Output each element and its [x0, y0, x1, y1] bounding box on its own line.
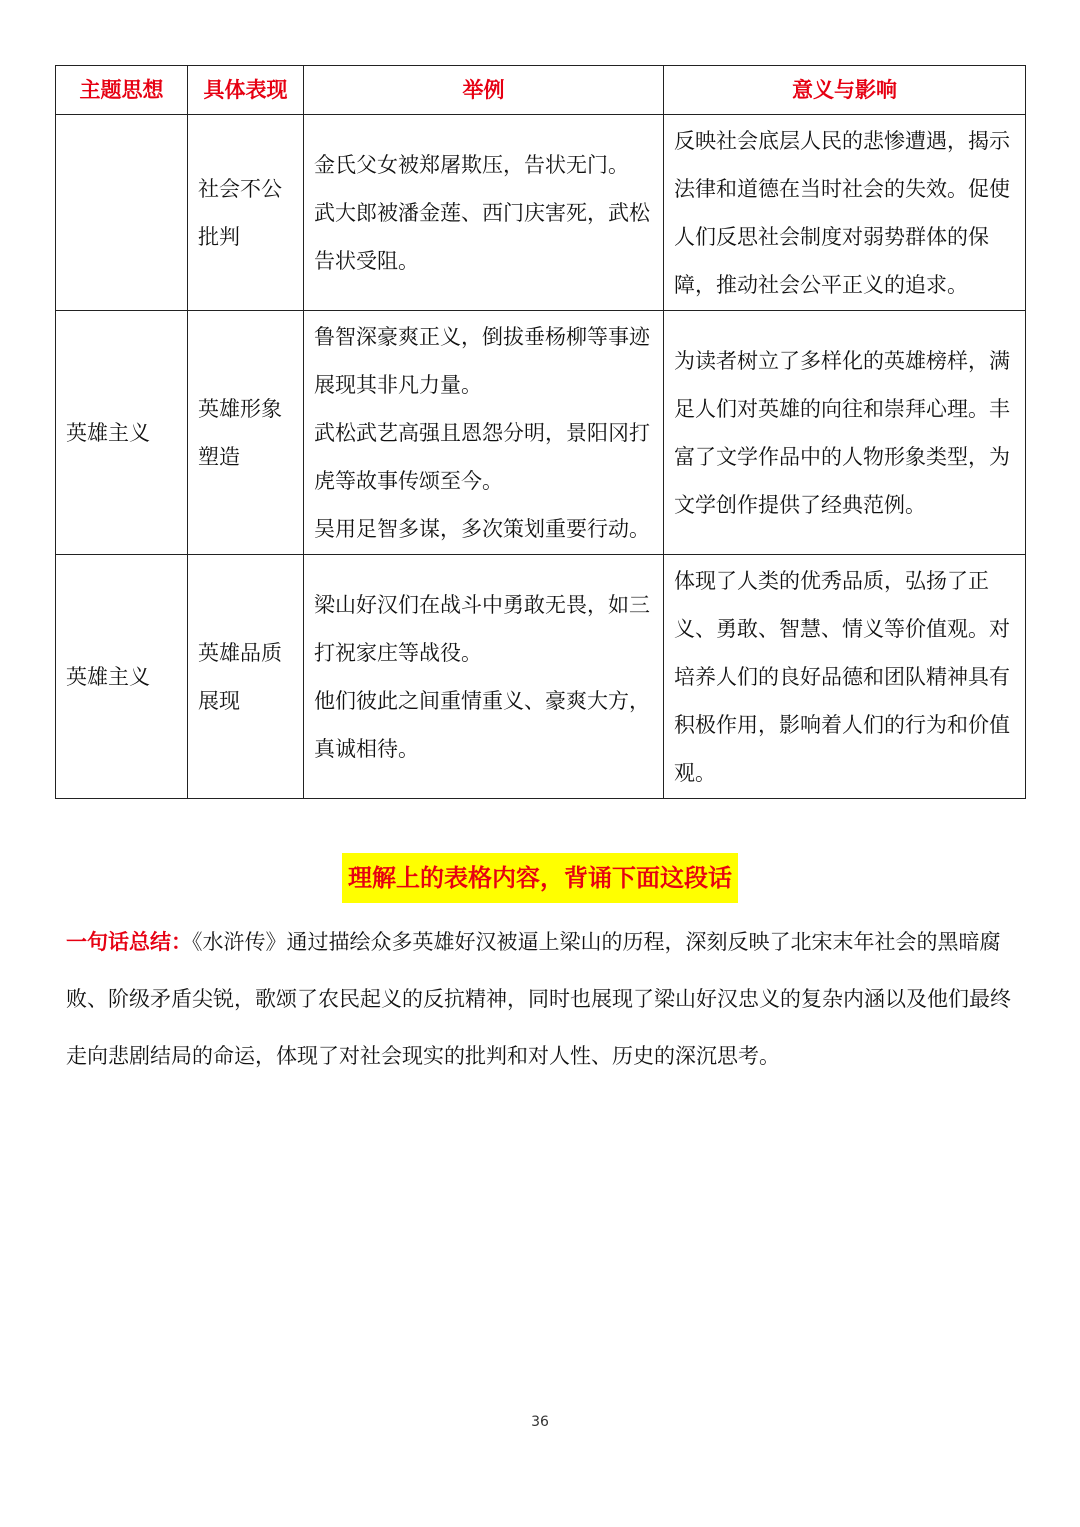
summary-text: 《水浒传》通过描绘众多英雄好汉被逼上梁山的历程，深刻反映了北宋末年社会的黑暗腐败、阶级矛盾尖锐，歌颂了农民起义的反抗精神，同时也展现了梁山好汉忠义的复杂内涵以及他们最终走向悲剧结局的命运，体现了对社会现实的批判和对人性、历史的深沉思考。 [66, 930, 1011, 1068]
theme-table [55, 65, 1026, 799]
example-line: 吴用足智多谋，多次策划重要行动。 [314, 516, 650, 541]
example-line: 金氏父女被郑屠欺压，告状无门。 [314, 152, 629, 177]
table-row [56, 115, 1026, 311]
table-row [56, 555, 1026, 799]
banner-container [0, 853, 1080, 903]
meaning-cell: 反映社会底层人民的悲惨遭遇，揭示法律和道德在当时社会的失效。促使人们反思社会制度对弱势群体的保障，推动社会公平正义的追求。 [664, 115, 1026, 311]
example-line: 武松武艺高强且恩怨分明，景阳冈打虎等故事传颂至今。 [314, 420, 650, 493]
theme-cell: 英雄主义 [56, 555, 188, 799]
example-line: 武大郎被潘金莲、西门庆害死，武松告状受阻。 [314, 200, 650, 273]
examples-cell [304, 555, 664, 799]
table-row [56, 311, 1026, 555]
examples-cell [304, 311, 664, 555]
header-aspect: 具体表现 [188, 66, 304, 115]
meaning-cell: 体现了人类的优秀品质，弘扬了正义、勇敢、智慧、情义等价值观。对培养人们的良好品德和团队精神具有积极作用，影响着人们的行为和价值观。 [664, 555, 1026, 799]
example-line: 他们彼此之间重情重义、豪爽大方，真诚相待。 [314, 688, 650, 761]
meaning-cell: 为读者树立了多样化的英雄榜样，满足人们对英雄的向往和崇拜心理。丰富了文学作品中的人物形象类型，为文学创作提供了经典范例。 [664, 311, 1026, 555]
examples-cell [304, 115, 664, 311]
aspect-cell: 社会不公批判 [188, 115, 304, 311]
example-line: 梁山好汉们在战斗中勇敢无畏，如三打祝家庄等战役。 [314, 592, 650, 665]
summary-lead: 一句话总结： [66, 930, 192, 954]
table-header-row [56, 66, 1026, 115]
header-theme: 主题思想 [56, 66, 188, 115]
aspect-cell: 英雄品质展现 [188, 555, 304, 799]
example-line: 鲁智深豪爽正义，倒拔垂杨柳等事迹展现其非凡力量。 [314, 324, 650, 397]
aspect-cell: 英雄形象塑造 [188, 311, 304, 555]
recite-banner: 理解上的表格内容，背诵下面这段话 [342, 853, 738, 903]
theme-cell [56, 115, 188, 311]
header-examples: 举例 [304, 66, 664, 115]
page-number: 36 [531, 1414, 549, 1430]
header-meaning: 意义与影响 [664, 66, 1026, 115]
summary-paragraph [66, 914, 1026, 1085]
theme-cell: 英雄主义 [56, 311, 188, 555]
